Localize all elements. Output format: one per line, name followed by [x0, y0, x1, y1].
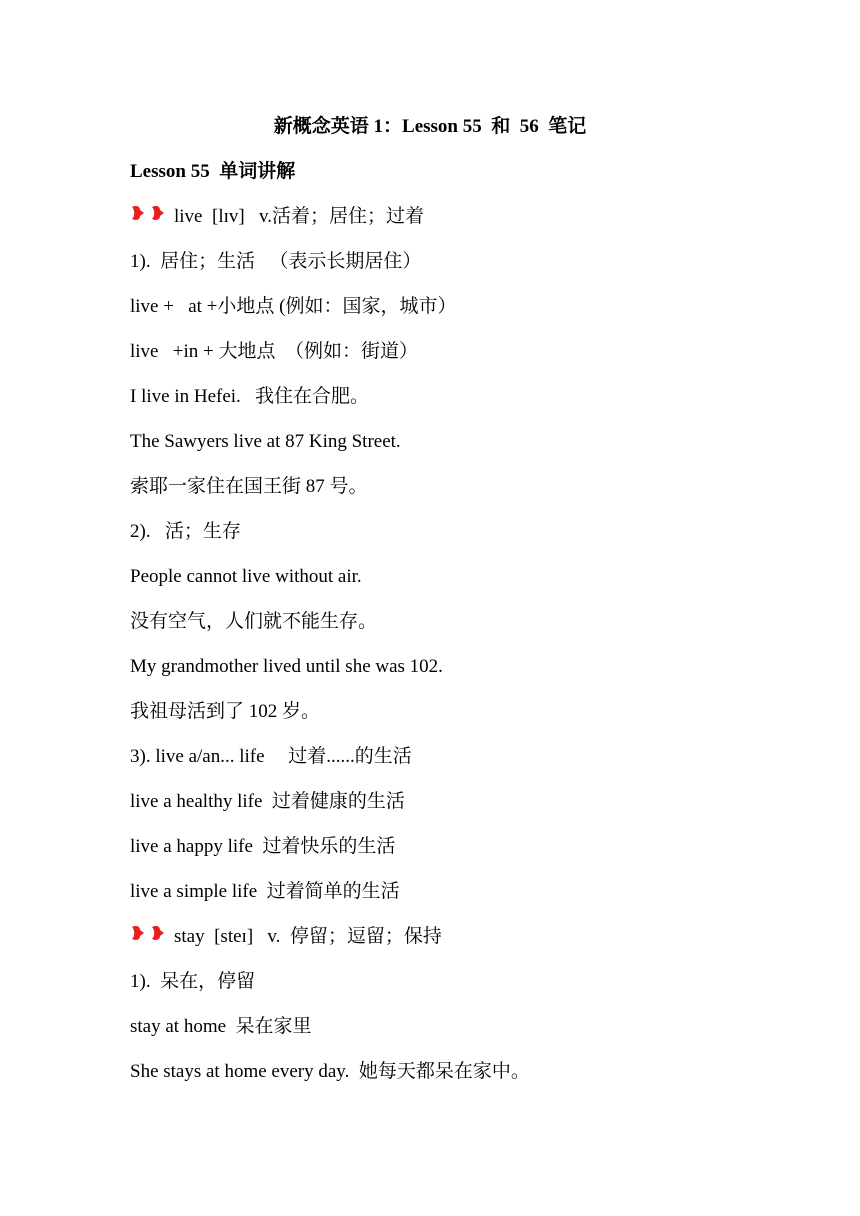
section-heading: Lesson 55 单词讲解 [130, 161, 296, 182]
note-line-text: 1). 呆在，停留 [130, 971, 256, 992]
note-line-text: stay at home 呆在家里 [130, 1016, 312, 1037]
note-line [130, 699, 810, 744]
note-line-text: 2). 活；生存 [130, 521, 241, 542]
note-line [130, 249, 810, 294]
note-line [130, 744, 810, 789]
note-line [130, 204, 810, 249]
note-line [130, 969, 810, 1014]
note-line [130, 474, 810, 519]
note-line-text: live +in + 大地点 （例如：街道） [130, 341, 418, 362]
document-body [130, 159, 810, 1104]
note-line [130, 429, 810, 474]
double-heart-bullet-icon [130, 923, 166, 949]
double-heart-bullet-icon [130, 203, 166, 229]
note-line [130, 924, 810, 969]
note-line-text: 3). live a/an... life 过着......的生活 [130, 746, 412, 767]
note-line-text: I live in Hefei. 我住在合肥。 [130, 386, 370, 407]
note-line [130, 609, 810, 654]
note-line [130, 564, 810, 609]
note-line [130, 339, 810, 384]
note-line [130, 384, 810, 429]
note-line-text: People cannot live without air. [130, 566, 362, 587]
document-title: 新概念英语 1：Lesson 55 和 56 笔记 [273, 116, 587, 137]
note-line-text: 索耶一家住在国王街 87 号。 [130, 476, 368, 497]
note-line-text: 没有空气，人们就不能生存。 [130, 611, 378, 632]
note-line-text: live a simple life 过着简单的生活 [130, 881, 400, 902]
note-line-text: My grandmother lived until she was 102. [130, 656, 443, 677]
note-line [130, 879, 810, 924]
note-line [130, 1014, 810, 1059]
note-line-text: live [lɪv] v.活着；居住；过着 [174, 206, 424, 227]
note-line-text: live + at +小地点 (例如：国家，城市） [130, 296, 457, 317]
note-lines [130, 204, 810, 1104]
note-line-text: The Sawyers live at 87 King Street. [130, 431, 401, 452]
note-line-text: 我祖母活到了 102 岁。 [130, 701, 321, 722]
note-line-text: stay [steɪ] v. 停留；逗留；保持 [174, 926, 442, 947]
note-line [130, 1059, 810, 1104]
note-line [130, 834, 810, 879]
note-line-text: live a healthy life 过着健康的生活 [130, 791, 405, 812]
note-line-text: She stays at home every day. 她每天都呆在家中。 [130, 1061, 530, 1082]
note-line-text: 1). 居住；生活 （表示长期居住） [130, 251, 422, 272]
note-line [130, 294, 810, 339]
note-line [130, 789, 810, 834]
note-line-text: live a happy life 过着快乐的生活 [130, 836, 396, 857]
note-line [130, 654, 810, 699]
note-line [130, 519, 810, 564]
